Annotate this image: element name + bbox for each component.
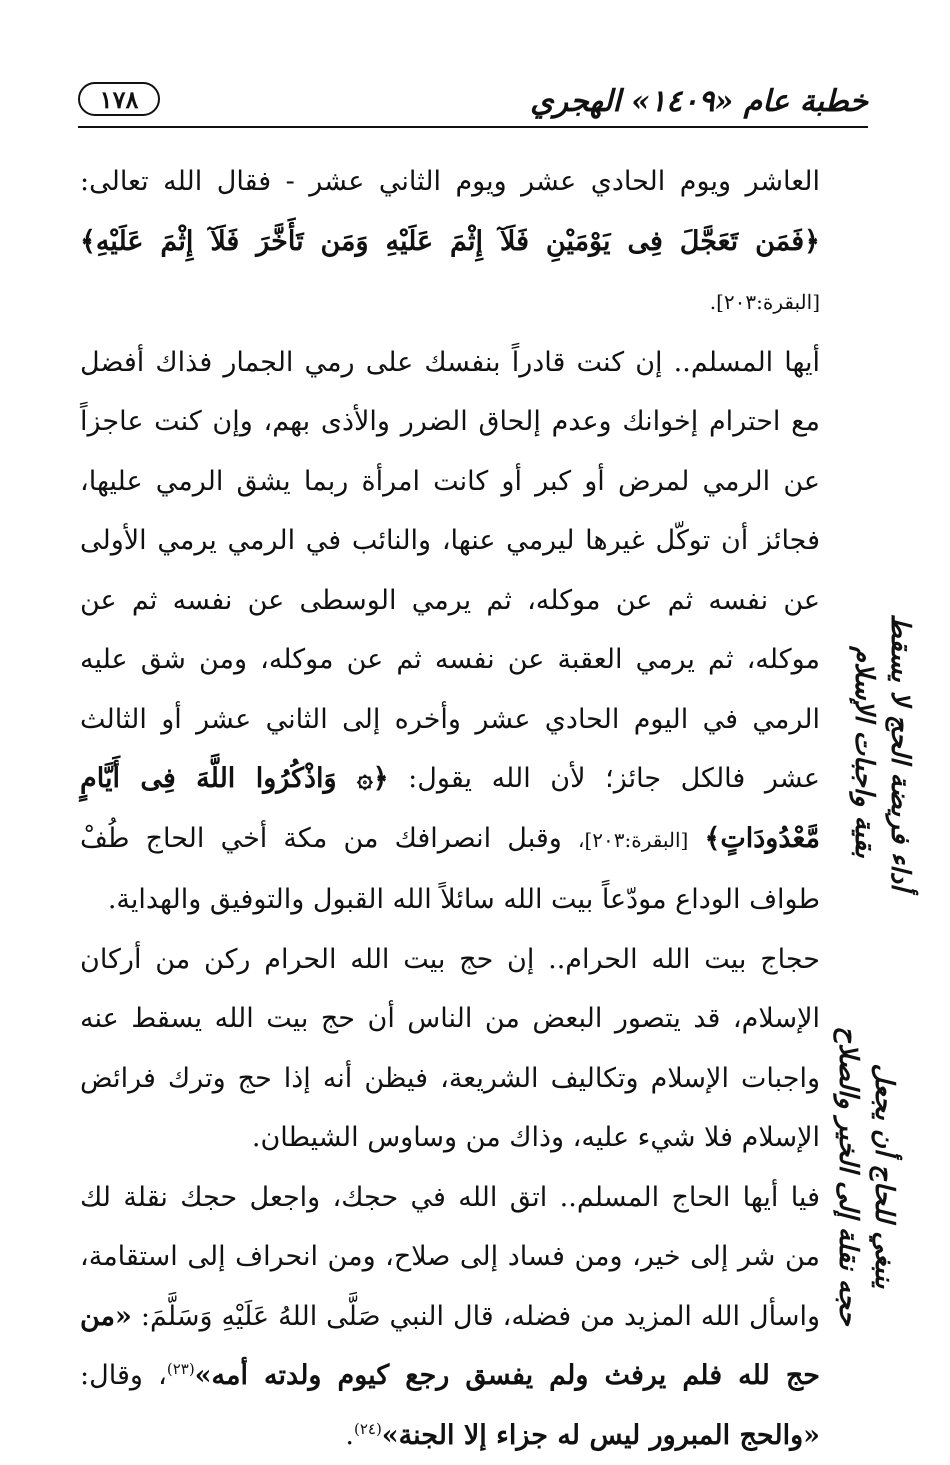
body-text xyxy=(80,152,820,1465)
page-number: ١٧٨ xyxy=(100,85,139,114)
margin-note xyxy=(838,562,918,942)
footnote-marker: (٢٣) xyxy=(167,1360,195,1378)
margin-note-line: حجه نقلة إلى الخير والصلاح xyxy=(830,986,866,1366)
paragraph-4-mid: ، وقال: xyxy=(80,1360,167,1391)
margin-note-line: أداء فريضة الحج لا يسقط xyxy=(882,562,918,942)
hadith-quote: «والحج المبرور ليس له جزاء إلا الجنة» xyxy=(382,1420,820,1451)
header-title: خطبة عام «١٤٠٩» الهجري xyxy=(530,84,868,119)
header-divider xyxy=(78,126,868,129)
footnote-marker: (٢٤) xyxy=(354,1420,382,1438)
margin-note-line: بقية واجبات الإسلام xyxy=(846,562,882,942)
page-header xyxy=(78,78,868,128)
page-number-badge xyxy=(78,82,160,116)
margin-note-line: ينبغي للحاج أن يجعل xyxy=(866,986,902,1366)
quran-verse: ﴿۞ وَاذْكُرُوا اللَّهَ فِى أَيَّامٍ مَّعْدُودَاتٍ﴾ xyxy=(80,763,820,854)
hadith-quote: «من حج لله فلم يرفث ولم يفسق رجع كيوم ولدته أمه» xyxy=(80,1301,820,1392)
paragraph-1 xyxy=(80,152,820,333)
paragraph-2-continuation: وقبل انصرافك من مكة أخي الحاج طُفْ طواف الوداع مودّعاً بيت الله سائلاً الله القبول والتوفيق والهداية. xyxy=(80,823,820,916)
paragraph-1-text: العاشر ويوم الحادي عشر ويوم الثاني عشر - فقال الله تعالى: xyxy=(80,166,820,197)
margin-note xyxy=(822,986,902,1366)
paragraph-3: حجاج بيت الله الحرام.. إن حج بيت الله الحرام ركن من أركان الإسلام، قد يتصور البعض من الناس أن حج بيت الله يسقط عنه واجبات الإسلام وتكاليف الشريعة، فيظن أنه إذا حج وترك فرائض الإسلام فلا شيء عليه، وذاك من وساوس الشيطان. xyxy=(80,930,820,1168)
paragraph-4-end: . xyxy=(345,1420,354,1451)
paragraph-4-text: فيا أيها الحاج المسلم.. اتق الله في حجك، واجعل حجك نقلة لك من شر إلى خير، ومن فساد إلى صلاح، ومن انحراف إلى استقامة، واسأل الله المزيد من فضله، قال النبي صَلَّى اللهُ عَلَيْهِ وَسَلَّمَ: xyxy=(80,1182,820,1332)
paragraph-4 xyxy=(80,1168,820,1465)
verse-reference: [البقرة:٢٠٣]. xyxy=(710,290,820,314)
paragraph-2 xyxy=(80,333,820,930)
verse-reference: [البقرة:٢٠٣]، xyxy=(578,828,688,852)
quran-verse: ﴿فَمَن تَعَجَّلَ فِى يَوْمَيْنِ فَلَآ إِثْمَ عَلَيْهِ وَمَن تَأَخَّرَ فَلَآ إِثْمَ عَلَيْهِ﴾ xyxy=(80,226,820,257)
paragraph-2-text: أيها المسلم.. إن كنت قادراً بنفسك على رمي الجمار فذاك أفضل مع احترام إخوانك وعدم إلحاق الضرر والأذى بهم، وإن كنت عاجزاً عن الرمي لمرض أو كبر أو كانت امرأة ربما يشق الرمي عليها، فجائز أن توكّل غيرها ليرمي عنها، والنائب في الرمي يرمي الأولى عن نفسه ثم عن موكله، ثم يرمي الوسطى عن نفسه ثم عن موكله، ثم يرمي العقبة عن نفسه ثم عن موكله، ومن شق عليه الرمي في اليوم الحادي عشر وأخره إلى الثاني عشر أو الثالث عشر فالكل جائز؛ لأن الله يقول: xyxy=(80,347,820,795)
